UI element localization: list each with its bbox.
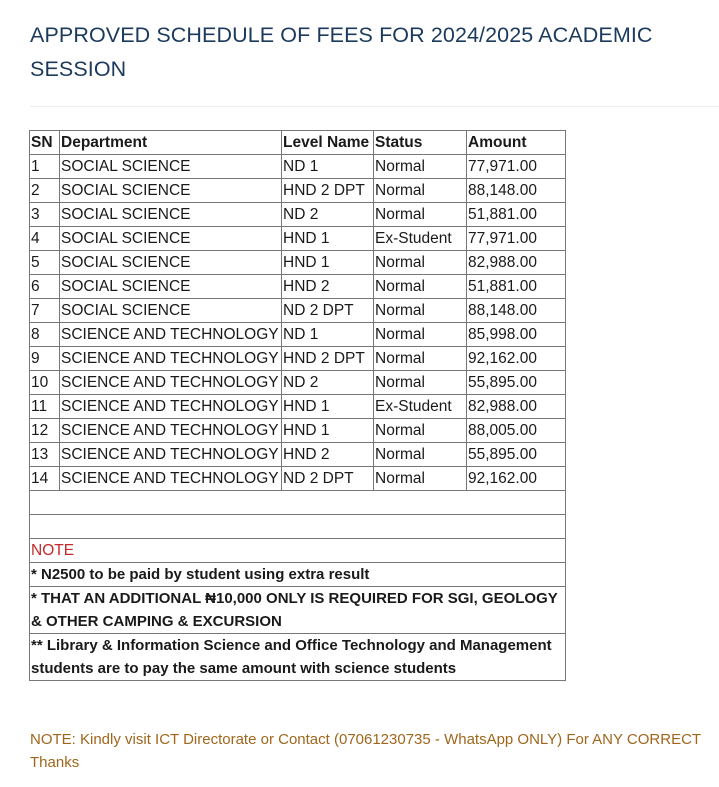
cell-level-name: ND 2	[282, 203, 374, 227]
table-row	[30, 179, 566, 203]
cell-level-name: ND 2 DPT	[282, 467, 374, 491]
cell-sn: 13	[30, 443, 60, 467]
cell-department: SCIENCE AND TECHNOLOGY	[60, 467, 282, 491]
table-row	[30, 443, 566, 467]
note-item: * N2500 to be paid by student using extra result	[30, 563, 566, 587]
cell-sn: 8	[30, 323, 60, 347]
cell-department: SOCIAL SCIENCE	[60, 155, 282, 179]
cell-sn: 14	[30, 467, 60, 491]
cell-level-name: HND 1	[282, 395, 374, 419]
cell-department: SOCIAL SCIENCE	[60, 203, 282, 227]
table-row	[30, 419, 566, 443]
cell-amount: 92,162.00	[467, 467, 566, 491]
cell-level-name: HND 2	[282, 275, 374, 299]
cell-status: Normal	[374, 419, 467, 443]
table-row	[30, 227, 566, 251]
footer-thanks: Thanks	[30, 754, 80, 771]
cell-level-name: HND 1	[282, 419, 374, 443]
header-level-name: Level Name	[282, 131, 374, 155]
cell-sn: 9	[30, 347, 60, 371]
cell-sn: 1	[30, 155, 60, 179]
cell-sn: 11	[30, 395, 60, 419]
cell-sn: 2	[30, 179, 60, 203]
fee-rows	[30, 155, 566, 491]
cell-department: SOCIAL SCIENCE	[60, 251, 282, 275]
cell-level-name: ND 1	[282, 155, 374, 179]
cell-status: Normal	[374, 323, 467, 347]
cell-status: Normal	[374, 443, 467, 467]
cell-status: Normal	[374, 347, 467, 371]
cell-department: SOCIAL SCIENCE	[60, 179, 282, 203]
cell-status: Normal	[374, 155, 467, 179]
cell-department: SOCIAL SCIENCE	[60, 227, 282, 251]
table-row	[30, 371, 566, 395]
cell-amount: 55,895.00	[467, 371, 566, 395]
table-row	[30, 299, 566, 323]
header-department: Department	[60, 131, 282, 155]
cell-status: Normal	[374, 179, 467, 203]
cell-level-name: HND 2 DPT	[282, 347, 374, 371]
blank-row	[30, 491, 566, 515]
cell-department: SOCIAL SCIENCE	[60, 275, 282, 299]
page-title: APPROVED SCHEDULE OF FEES FOR 2024/2025 ACADEMIC SESSION	[30, 23, 653, 81]
cell-level-name: ND 2 DPT	[282, 299, 374, 323]
cell-level-name: ND 2	[282, 371, 374, 395]
cell-amount: 82,988.00	[467, 251, 566, 275]
cell-amount: 88,148.00	[467, 179, 566, 203]
cell-department: SCIENCE AND TECHNOLOGY	[60, 347, 282, 371]
cell-amount: 55,895.00	[467, 443, 566, 467]
table-row	[30, 347, 566, 371]
cell-level-name: HND 1	[282, 251, 374, 275]
cell-level-name: HND 1	[282, 227, 374, 251]
cell-department: SCIENCE AND TECHNOLOGY	[60, 371, 282, 395]
cell-sn: 10	[30, 371, 60, 395]
cell-department: SCIENCE AND TECHNOLOGY	[60, 395, 282, 419]
cell-amount: 51,881.00	[467, 275, 566, 299]
cell-sn: 5	[30, 251, 60, 275]
note-item: ** Library & Information Science and Office Technology and Management students are to pay the same amount with science students	[30, 634, 566, 681]
cell-sn: 4	[30, 227, 60, 251]
cell-status: Normal	[374, 251, 467, 275]
blank-row	[30, 515, 566, 539]
cell-status: Normal	[374, 299, 467, 323]
footer-note: NOTE: Kindly visit ICT Directorate or Contact (07061230735 - WhatsApp ONLY) For ANY CORRECT	[30, 731, 702, 748]
cell-department: SCIENCE AND TECHNOLOGY	[60, 323, 282, 347]
cell-level-name: HND 2 DPT	[282, 179, 374, 203]
cell-department: SCIENCE AND TECHNOLOGY	[60, 419, 282, 443]
header-amount: Amount	[467, 131, 566, 155]
cell-level-name: HND 2	[282, 443, 374, 467]
cell-sn: 6	[30, 275, 60, 299]
table-row	[30, 323, 566, 347]
divider	[30, 106, 719, 107]
cell-status: Normal	[374, 467, 467, 491]
note-heading: NOTE	[30, 539, 566, 563]
cell-amount: 88,148.00	[467, 299, 566, 323]
cell-amount: 82,988.00	[467, 395, 566, 419]
cell-amount: 77,971.00	[467, 227, 566, 251]
table-row	[30, 395, 566, 419]
table-row	[30, 275, 566, 299]
cell-level-name: ND 1	[282, 323, 374, 347]
cell-sn: 7	[30, 299, 60, 323]
table-row	[30, 155, 566, 179]
cell-department: SOCIAL SCIENCE	[60, 299, 282, 323]
cell-amount: 77,971.00	[467, 155, 566, 179]
cell-amount: 88,005.00	[467, 419, 566, 443]
cell-status: Normal	[374, 371, 467, 395]
header-sn: SN	[30, 131, 60, 155]
cell-status: Ex-Student	[374, 227, 467, 251]
cell-sn: 12	[30, 419, 60, 443]
cell-department: SCIENCE AND TECHNOLOGY	[60, 443, 282, 467]
note-heading-row	[30, 539, 566, 563]
note-row	[30, 563, 566, 587]
cell-amount: 92,162.00	[467, 347, 566, 371]
cell-status: Ex-Student	[374, 395, 467, 419]
note-row	[30, 634, 566, 681]
cell-amount: 85,998.00	[467, 323, 566, 347]
cell-amount: 51,881.00	[467, 203, 566, 227]
cell-sn: 3	[30, 203, 60, 227]
cell-status: Normal	[374, 275, 467, 299]
header-status: Status	[374, 131, 467, 155]
note-item: * THAT AN ADDITIONAL ₦10,000 ONLY IS REQUIRED FOR SGI, GEOLOGY & OTHER CAMPING & EXCURSION	[30, 587, 566, 634]
table-header-row	[30, 131, 566, 155]
fee-schedule-table	[29, 130, 566, 681]
table-row	[30, 203, 566, 227]
note-row	[30, 587, 566, 634]
table-row	[30, 251, 566, 275]
table-row	[30, 467, 566, 491]
cell-status: Normal	[374, 203, 467, 227]
